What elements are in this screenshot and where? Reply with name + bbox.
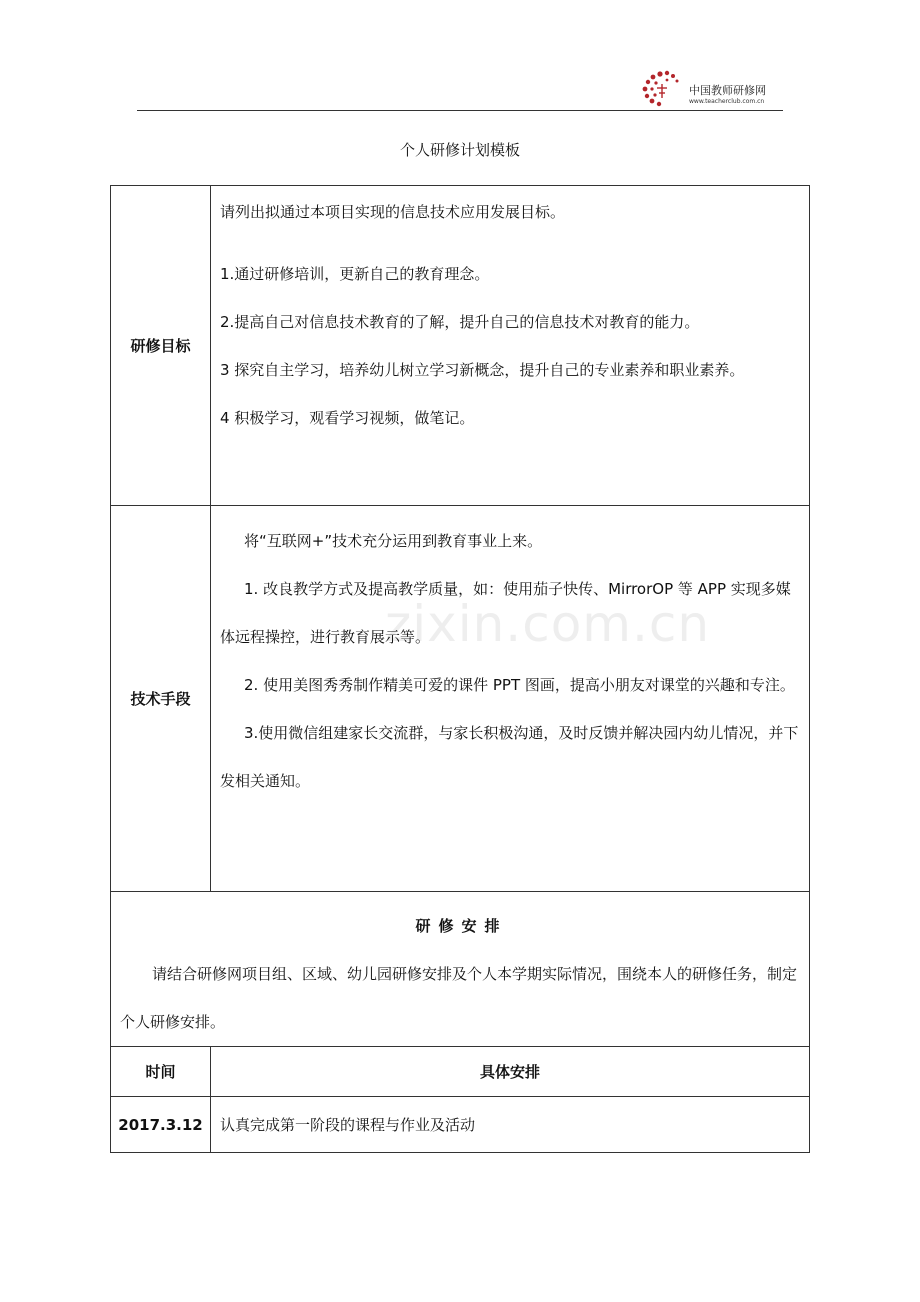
goal-item: 3 探究自主学习，培养幼儿树立学习新概念，提升自己的专业素养和职业素养。 [220, 361, 745, 379]
col-header-plan: 具体安排 [211, 1047, 810, 1097]
col-header-time: 时间 [111, 1047, 211, 1097]
arrangement-row [111, 892, 810, 1047]
tech-paragraph: 2. 使用美图秀秀制作精美可爱的课件 PPT 图画，提高小朋友对课堂的兴趣和专注。 [244, 676, 795, 694]
arrangement-content [111, 892, 810, 1047]
goals-content [211, 186, 810, 506]
arrangement-heading: 研修安排 [415, 917, 508, 935]
plan-table [110, 185, 810, 1153]
tech-content [211, 506, 810, 892]
tech-paragraph: 1. 改良教学方式及提高教学质量，如：使用茄子快传、MirrorOP 等 APP 实现多媒体远程操控，进行教育展示等。 [220, 580, 791, 646]
tech-paragraph: 3.使用微信组建家长交流群，与家长积极沟通，及时反馈并解决园内幼儿情况，并下发相关通知。 [220, 724, 799, 790]
goals-label: 研修目标 [111, 186, 211, 506]
arrangement-text: 请结合研修网项目组、区域、幼儿园研修安排及个人本学期实际情况，围绕本人的研修任务，制定个人研修安排。 [120, 965, 798, 1031]
watermark: zixin.com.cn [385, 595, 711, 653]
tech-label: 技术手段 [111, 506, 211, 892]
goals-row [111, 186, 810, 506]
schedule-task: 认真完成第一阶段的课程与作业及活动 [211, 1097, 810, 1153]
goals-intro: 请列出拟通过本项目实现的信息技术应用发展目标。 [220, 203, 566, 221]
site-logo [640, 68, 790, 108]
goal-item: 2.提高自己对信息技术教育的了解，提升自己的信息技术对教育的能力。 [220, 313, 700, 331]
schedule-date: 2017.3.12 [111, 1097, 211, 1153]
teacherclub-logo-icon [640, 68, 686, 108]
tech-row [111, 506, 810, 892]
logo-url: www.teacherclub.com.cn [689, 98, 765, 105]
table-row [111, 1097, 810, 1153]
goal-item: 1.通过研修培训，更新自己的教育理念。 [220, 265, 490, 283]
tech-paragraph: 将“互联网+”技术充分运用到教育事业上来。 [244, 532, 543, 550]
header-divider [137, 110, 783, 111]
schedule-header-row [111, 1047, 810, 1097]
page-title: 个人研修计划模板 [399, 141, 520, 159]
logo-name: 中国教师研修网 [689, 84, 766, 97]
goal-item: 4 积极学习，观看学习视频，做笔记。 [220, 409, 475, 427]
